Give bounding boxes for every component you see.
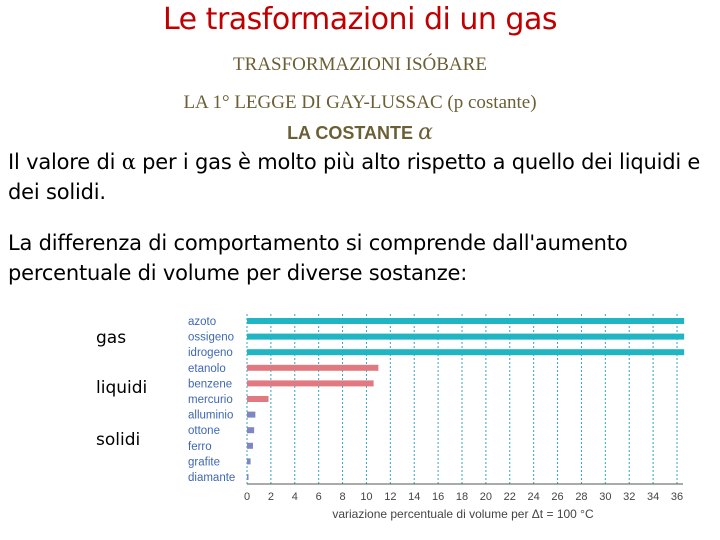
category-label-ottone: ottone: [188, 425, 220, 438]
bar-etanolo: [247, 365, 378, 371]
x-tick-label: 0: [243, 491, 251, 503]
x-tick-label: 18: [455, 491, 469, 503]
x-tick-label: 22: [503, 491, 516, 503]
bar-azoto: [247, 318, 684, 324]
bar-diamante: [247, 474, 249, 480]
subtitle-isobare: TRASFORMAZIONI ISÓBARE: [233, 54, 487, 75]
group-label-liquids: liquidi: [96, 378, 148, 398]
category-label-ferro: ferro: [188, 440, 212, 453]
x-tick-label: 34: [646, 491, 660, 503]
x-tick-label: 24: [527, 491, 540, 503]
x-tick-label: 8: [339, 491, 346, 503]
x-tick-label: 12: [384, 491, 397, 503]
bar-mercurio: [247, 396, 269, 402]
subtitle-gay-lussac: LA 1° LEGGE DI GAY-LUSSAC (p costante): [183, 92, 537, 113]
x-tick-label: 10: [360, 491, 373, 503]
paragraph-difference: La differenza di comportamento si comprende dall'aumento percentuale di volume per diverse sostanze:: [8, 231, 628, 285]
x-tick-label: 36: [670, 491, 684, 503]
alpha-symbol: α: [418, 120, 433, 145]
x-tick-label: 32: [623, 491, 636, 503]
paragraph-alpha-pre: Il valore di: [8, 150, 122, 174]
category-label-azoto: azoto: [188, 316, 217, 328]
bar-ottone: [247, 427, 254, 433]
bar-idrogeno: [247, 349, 684, 355]
bar-grafite: [247, 458, 251, 464]
subtitle-costante-text: LA COSTANTE: [287, 123, 414, 143]
x-tick-label: 14: [408, 491, 421, 503]
group-label-gas: gas: [96, 328, 127, 348]
x-tick-label: 2: [267, 491, 274, 503]
x-tick-label: 28: [575, 491, 588, 503]
category-label-idrogeno: idrogeno: [188, 347, 233, 360]
chart-x-axis-label: variazione percentuale di volume per Δt = 100 °C: [332, 507, 594, 521]
category-label-diamante: diamante: [188, 472, 236, 484]
category-label-mercurio: mercurio: [188, 394, 233, 406]
x-tick-label: 30: [599, 491, 612, 503]
category-label-ossigeno: ossigeno: [188, 331, 235, 344]
paragraph-alpha-post: per i gas è molto più alto rispetto a quello dei liquidi e dei solidi.: [8, 150, 701, 204]
slide-title: Le trasformazioni di un gas: [163, 2, 557, 37]
x-tick-label: 26: [551, 491, 564, 503]
x-tick-label: 16: [431, 491, 445, 503]
bar-alluminio: [247, 412, 255, 418]
bar-benzene: [247, 380, 374, 386]
x-tick-label: 4: [291, 491, 298, 503]
category-label-benzene: benzene: [188, 378, 233, 391]
category-label-alluminio: alluminio: [188, 409, 234, 422]
group-label-solids: solidi: [96, 430, 141, 450]
chart-category-labels: [188, 316, 235, 484]
bar-ferro: [247, 443, 253, 449]
x-tick-label: 6: [315, 491, 322, 503]
alpha-symbol-inline: α: [121, 150, 136, 174]
chart-x-ticks: [244, 491, 683, 503]
chart-bars: [247, 318, 684, 480]
category-label-etanolo: etanolo: [188, 362, 226, 375]
category-label-grafite: grafite: [188, 456, 220, 469]
x-tick-label: 20: [479, 491, 493, 503]
bar-ossigeno: [247, 334, 684, 340]
